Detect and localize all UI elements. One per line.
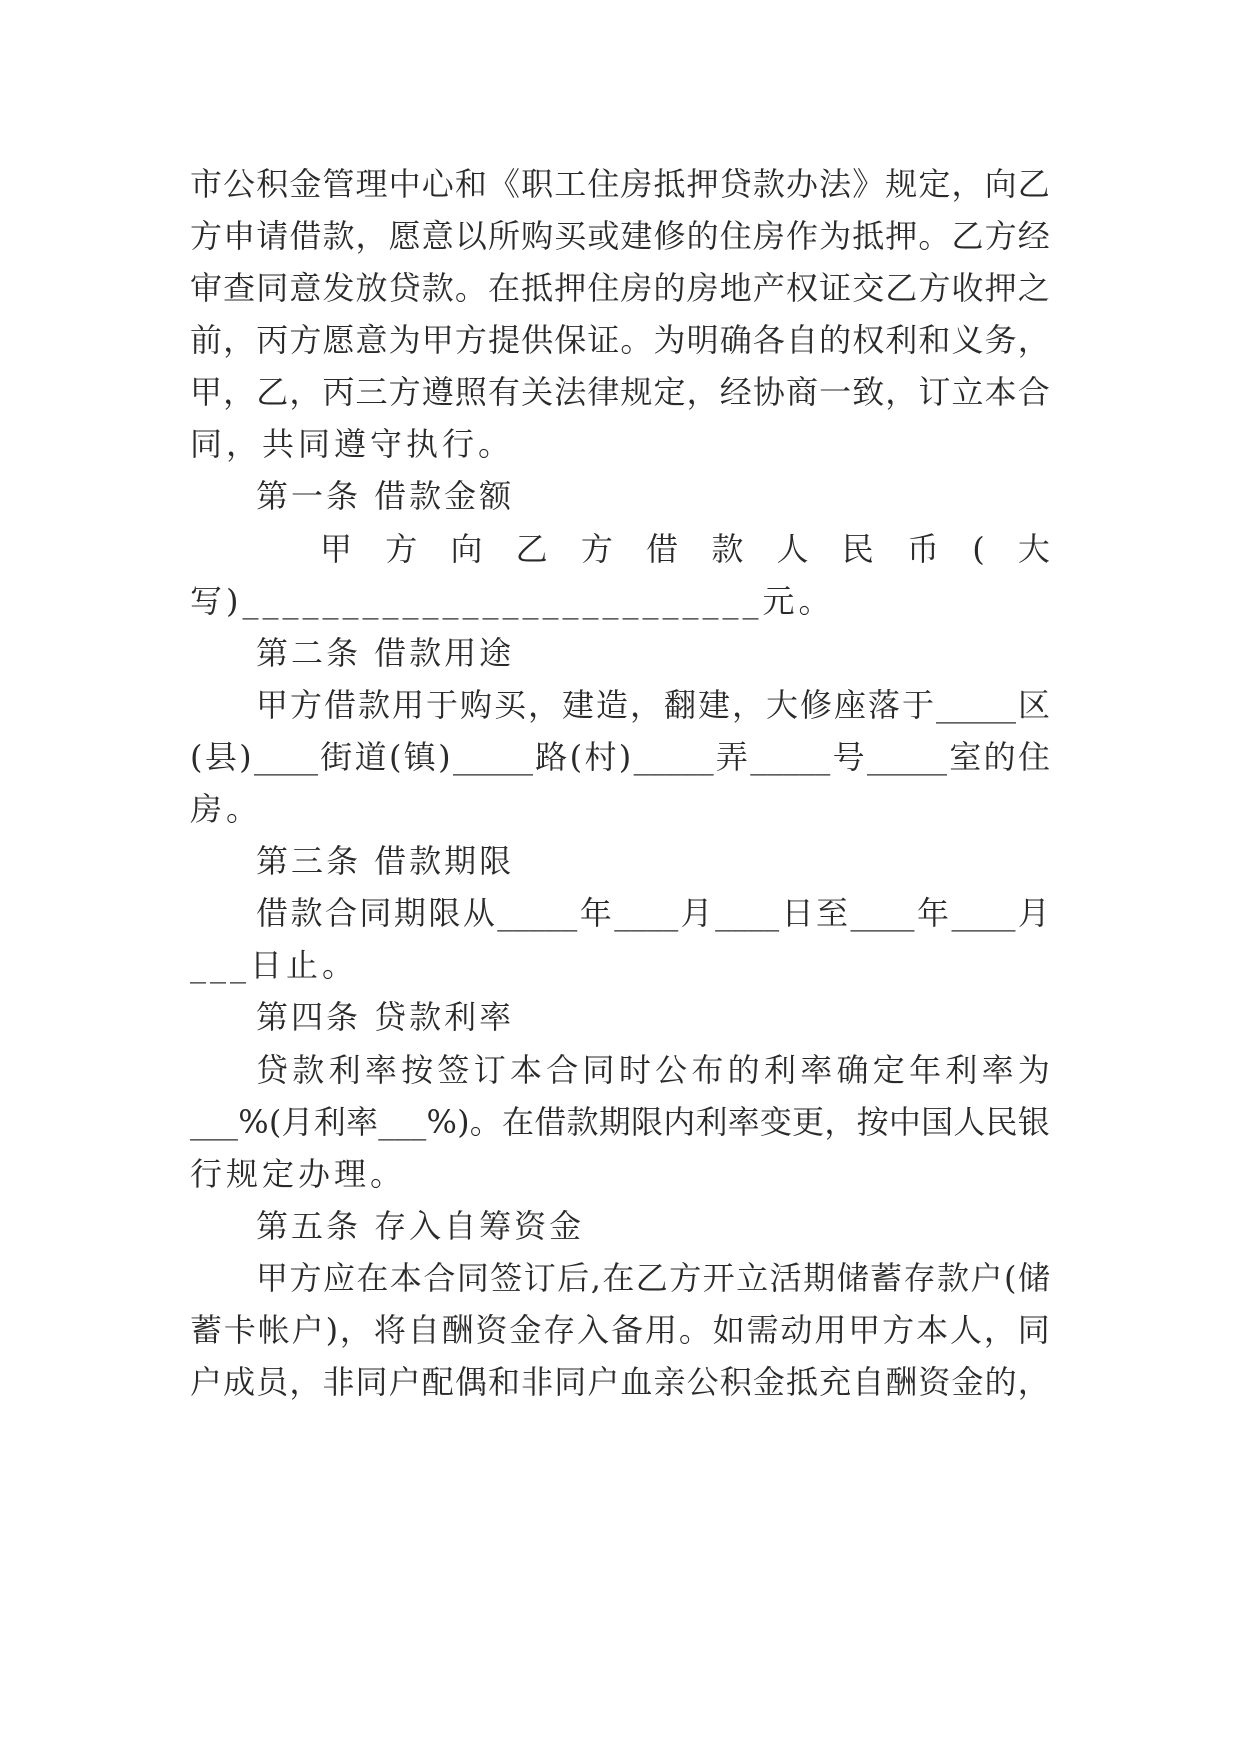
body-line: ( 县 ) ____ 街 道 ( 镇 ) _____ 路 ( 村 ) _____ 弄 _____ 号 _____ 室 的 住 [190,738,1050,776]
body-line: 蓄 卡 帐 户 ) ， 将 自 酬 资 金 存 入 备 用 。 如 需 动 用 甲 方 本 人 ， 同 [190,1311,1050,1349]
body-line: 甲 方 应 在 本 合 同 签 订 后 , 在 乙 方 开 立 活 期 储 蓄 存 款 户 ( 储 [256,1259,1050,1297]
body-line: 甲 方 借 款 用 于 购 买 ， 建 造 ， 翻 建 ， 大 修 座 落 于 _____ 区 [256,686,1050,724]
article-heading: 第五条 存入自筹资金 [256,1207,585,1245]
article-heading: 第二条 借款用途 [256,634,515,672]
body-line: 借 款 合 同 期 限 从 _____ 年 ____ 月 ____ 日 至 ____ 年 ____ 月 [256,894,1050,932]
body-line: 写)__________________________元。 [190,582,835,620]
body-line: 同，共同遵守执行。 [190,425,515,463]
article-heading: 第三条 借款期限 [256,842,515,880]
body-line: 行规定办理。 [190,1155,407,1193]
body-line: 房。 [190,790,263,828]
body-line: 甲 方 向 乙 方 借 款 人 民 币 ( 大 [320,530,1050,568]
body-line: ___日止。 [190,946,359,984]
body-line: ___ % ( 月 利 率 ___ % ) 。 在 借 款 期 限 内 利 率 变 更 ， 按 中 国 人 民 银 [190,1103,1050,1141]
body-line: 贷 款 利 率 按 签 订 本 合 同 时 公 布 的 利 率 确 定 年 利 率 为 [256,1051,1050,1089]
body-line: 市 公 积 金 管 理 中 心 和 《 职 工 住 房 抵 押 贷 款 办 法 》 规 定 ， 向 乙 [190,165,1050,203]
body-line: 前 ， 丙 方 愿 意 为 甲 方 提 供 保 证 。 为 明 确 各 自 的 权 利 和 义 务 ， [190,321,1050,359]
body-line: 审 查 同 意 发 放 贷 款 。 在 抵 押 住 房 的 房 地 产 权 证 交 乙 方 收 押 之 [190,269,1050,307]
article-heading: 第四条 贷款利率 [256,998,515,1036]
body-line: 户 成 员 ， 非 同 户 配 偶 和 非 同 户 血 亲 公 积 金 抵 充 自 酬 资 金 的 ， [190,1363,1050,1401]
body-line: 方 申 请 借 款 ， 愿 意 以 所 购 买 或 建 修 的 住 房 作 为 抵 押 。 乙 方 经 [190,217,1050,255]
body-line: 甲 ， 乙 ， 丙 三 方 遵 照 有 关 法 律 规 定 ， 经 协 商 一 致 ， 订 立 本 合 [190,373,1050,411]
article-heading: 第一条 借款金额 [256,477,515,515]
